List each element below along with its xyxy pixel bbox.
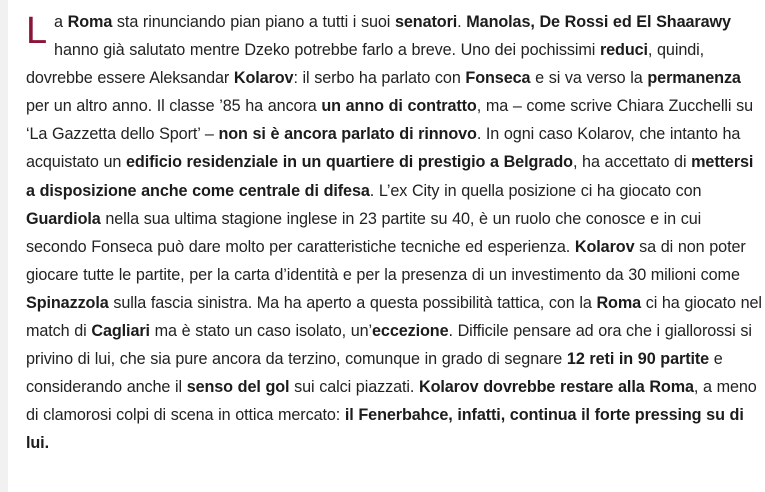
- text-segment: , ma – come scrive Chiara Zucchelli su ‘La Gazzetta dello Sport’ –: [26, 97, 754, 144]
- left-margin-bar: [0, 0, 8, 492]
- bold-text-segment: senso del gol: [186, 378, 290, 397]
- text-segment: e considerando anche il: [26, 350, 723, 397]
- text-segment: sa di non poter giocare tutte le partite, per la carta d’identità e per la presenza di un investimento da 30 milioni come: [26, 237, 746, 284]
- text-segment: . Difficile pensare ad ora che i giallorossi si privino di lui, che sia pure ancora da terzino, comunque in grado di segnare: [26, 322, 752, 369]
- text-segment: per un altro anno. Il classe ’85 ha ancora: [26, 97, 322, 116]
- bold-text-segment: Kolarov: [233, 69, 294, 88]
- bold-text-segment: Spinazzola: [26, 293, 109, 312]
- text-segment: nella sua ultima stagione inglese in 23 partite su 40, è un ruolo che conosce e in cui secondo Fonseca può dare molto per caratteristiche tecniche ed esperienza.: [26, 209, 702, 256]
- bold-text-segment: Kolarov: [574, 237, 635, 256]
- bold-text-segment: permanenza: [647, 69, 741, 88]
- text-segment: ci ha giocato nel match di: [26, 293, 762, 341]
- text-segment: sui calci piazzati.: [289, 378, 419, 397]
- bold-text-segment: non si è ancora parlato di rinnovo: [218, 125, 477, 144]
- text-segment: e si va verso la: [530, 69, 648, 88]
- bold-text-segment: mettersi a disposizione anche come centrale di difesa: [26, 153, 754, 200]
- paragraph-text: [26, 10, 762, 453]
- drop-cap: L: [26, 10, 48, 52]
- bold-text-segment: reduci: [599, 41, 648, 60]
- bold-text-segment: il Fenerbahce, infatti, continua il forte pressing su di lui.: [26, 406, 744, 453]
- text-segment: .: [457, 13, 467, 31]
- text-segment: , ha accettato di: [572, 153, 692, 172]
- text-segment: : il serbo ha parlato con: [293, 69, 466, 88]
- text-segment: ma è stato un caso isolato, un’: [149, 322, 373, 341]
- bold-text-segment: Roma: [596, 293, 642, 312]
- bold-text-segment: 12 reti in 90 partite: [566, 350, 710, 369]
- bold-text-segment: senatori: [395, 13, 458, 31]
- text-segment: sulla fascia sinistra. Ma ha aperto a questa possibilità tattica, con la: [108, 293, 597, 312]
- bold-text-segment: edificio residenziale in un quartiere di prestigio a Belgrado: [126, 153, 573, 172]
- article-paragraph: [26, 8, 764, 458]
- bold-text-segment: Manolas, De Rossi ed El Shaarawy: [466, 13, 731, 31]
- text-segment: , quindi, dovrebbe essere Aleksandar: [26, 41, 705, 88]
- bold-text-segment: eccezione: [372, 322, 449, 341]
- text-segment: a: [54, 13, 68, 31]
- bold-text-segment: Cagliari: [91, 322, 150, 341]
- bold-text-segment: Guardiola: [26, 209, 101, 228]
- text-segment: . In ogni caso Kolarov, che intanto ha acquistato un: [26, 125, 741, 172]
- text-segment: sta rinunciando pian piano a tutti i suoi: [112, 13, 395, 31]
- bold-text-segment: Fonseca: [465, 69, 531, 88]
- bold-text-segment: Roma: [67, 13, 113, 31]
- bold-text-segment: un anno di contratto: [321, 97, 477, 116]
- bold-text-segment: Kolarov dovrebbe restare alla Roma: [419, 378, 694, 397]
- text-segment: , a meno di clamorosi colpi di scena in ottica mercato:: [26, 378, 757, 425]
- article-body: [26, 8, 764, 458]
- text-segment: . L’ex City in quella posizione ci ha giocato con: [369, 181, 702, 200]
- text-segment: hanno già salutato mentre Dzeko potrebbe farlo a breve. Uno dei pochissimi: [54, 41, 600, 60]
